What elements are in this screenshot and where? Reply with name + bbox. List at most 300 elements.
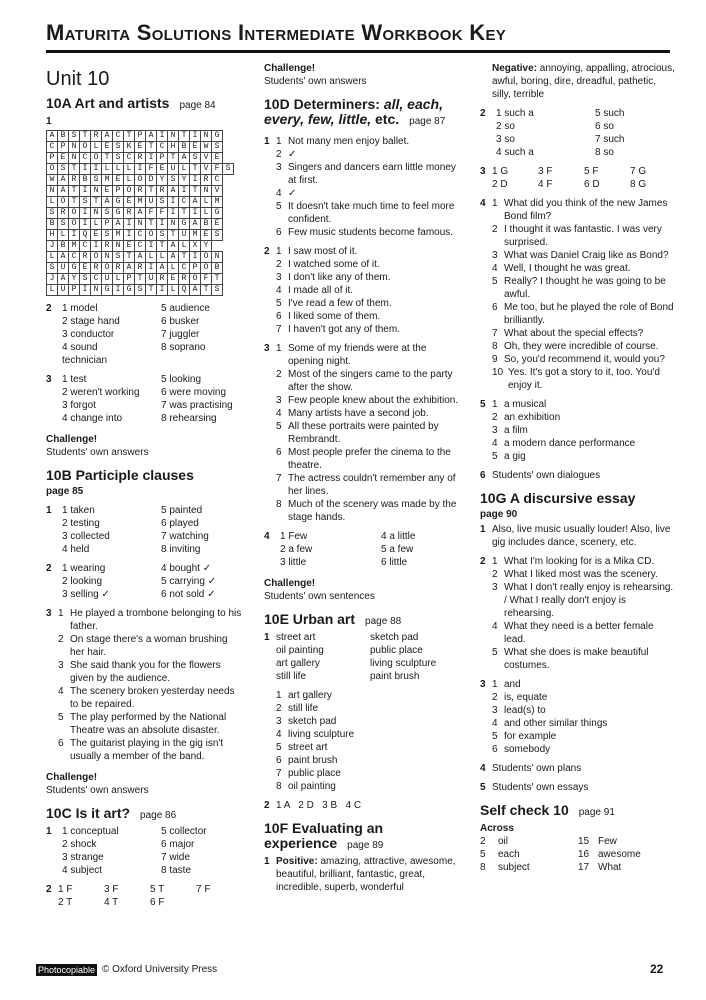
word-search-cell: L — [124, 164, 135, 175]
list-item — [480, 568, 676, 581]
answer-num: 4 — [62, 413, 68, 424]
answer-num: 1 — [496, 108, 502, 119]
exercise-number — [480, 424, 492, 437]
word-search-cell: O — [80, 142, 91, 153]
answer-num: 1 — [62, 303, 68, 314]
answer-value: What they need is a better female lead. — [504, 621, 654, 645]
answer-num: 6 — [492, 302, 498, 313]
s10f-ex1 — [264, 855, 464, 894]
answer-num: 1 — [276, 343, 282, 354]
s10g-ex1 — [480, 523, 676, 549]
answer-value: art gallery — [276, 658, 320, 669]
word-search-cell: R — [157, 186, 168, 197]
answer-num: 5 — [492, 647, 498, 658]
section-10f-heading — [264, 821, 464, 853]
answer-num: 2 — [480, 836, 486, 847]
answer-value: It doesn't take much time to feel more confident. — [288, 201, 455, 225]
answer-value: Well, I thought he was great. — [504, 263, 631, 274]
word-search-cell: C — [157, 142, 168, 153]
word-search-cell: Q — [80, 230, 91, 241]
answer-num: 1 — [492, 679, 498, 690]
word-search-cell: N — [168, 131, 179, 142]
spacer — [145, 530, 159, 543]
answer-num: 9 — [492, 354, 498, 365]
spacer — [145, 825, 159, 838]
word-search-cell: P — [135, 131, 146, 142]
answer-num: 6 — [276, 755, 282, 766]
exercise-number — [264, 556, 278, 569]
answer-text — [62, 302, 143, 315]
word-search-cell: E — [91, 230, 102, 241]
answer-num: 3 — [492, 250, 498, 261]
answer-value: Few music students become famous. — [288, 227, 454, 238]
answer-num: 4 — [58, 686, 64, 697]
word-search-cell: R — [91, 131, 102, 142]
exercise-number: 1 — [264, 856, 270, 867]
answer-num: 7 — [492, 328, 498, 339]
list-item — [480, 620, 676, 646]
word-search-cell: L — [91, 219, 102, 230]
exercise-number — [480, 327, 492, 340]
word-search-cell: N — [102, 252, 113, 263]
word-search-row — [47, 252, 234, 263]
exercise-number — [480, 223, 492, 249]
word-search-cell: A — [135, 252, 146, 263]
word-search-cell: A — [190, 219, 201, 230]
section-title: 10A Art and artists — [46, 95, 170, 111]
answer-value: Oh, they were incredible of course. — [504, 341, 659, 352]
s10d-ex1 — [264, 135, 464, 239]
s10e-ex2 — [264, 799, 464, 812]
exercise-number: 5 — [480, 782, 486, 793]
answer-text — [196, 896, 242, 909]
word-search-cell: C — [179, 263, 190, 274]
answer-value: sound technician — [62, 342, 108, 366]
word-search-cell: R — [135, 263, 146, 274]
s10d-ex3 — [264, 342, 464, 524]
exercise-number — [46, 328, 60, 341]
answer-num: 4 — [161, 563, 167, 574]
exercise-number — [480, 411, 492, 424]
word-search-cell: T — [124, 252, 135, 263]
word-search-cell: L — [47, 252, 58, 263]
exercise-number: 4 — [480, 763, 486, 774]
answer-value: selling ✓ — [70, 589, 110, 600]
answer-text — [595, 107, 676, 120]
exercise-number: 2 — [46, 563, 52, 574]
answer-num: 3 — [62, 852, 68, 863]
list-item — [480, 301, 676, 327]
answer-num: 5 — [161, 826, 167, 837]
answer-value: test — [70, 374, 87, 385]
answer-value: so — [603, 121, 614, 132]
word-search-cell: E — [157, 164, 168, 175]
answer-text — [280, 530, 363, 543]
answer-num: 4 — [492, 438, 498, 449]
answer-num: 2 — [276, 259, 282, 270]
answer-num: 1 — [276, 136, 282, 147]
answer-value: conceptual — [70, 826, 119, 837]
exercise-number — [480, 249, 492, 262]
spacer — [145, 373, 159, 386]
word-search-row — [47, 230, 234, 241]
page-ref: page 85 — [46, 486, 84, 497]
word-search-cell: S — [91, 175, 102, 186]
exercise-number: 1 — [264, 136, 270, 147]
word-search-cell: R — [157, 274, 168, 285]
answer-value: I watched some of it. — [288, 259, 380, 270]
challenge-label: Challenge! — [264, 63, 316, 74]
word-search-cell: U — [58, 285, 69, 296]
answer-num: 5 — [161, 576, 167, 587]
spacer — [145, 504, 159, 517]
answer-num: 2 — [276, 149, 282, 160]
page-ref: page 86 — [140, 810, 177, 821]
answer-value: a little — [389, 531, 416, 542]
answer-value: What she does is make beautiful costumes. — [504, 647, 649, 671]
answer-text — [161, 825, 242, 838]
section-title-end: etc. — [371, 111, 400, 127]
answer-num: 1 — [276, 690, 282, 701]
answer-num: 2 — [492, 692, 498, 703]
list-item — [264, 161, 464, 187]
word-search-cell: L — [113, 274, 124, 285]
word-search-cell: A — [179, 153, 190, 164]
answer-num: 5 — [161, 374, 167, 385]
answer-text — [595, 120, 676, 133]
word-search-cell: B — [80, 175, 91, 186]
s10c-ex1 — [46, 825, 242, 877]
challenge-text: Students' own answers — [46, 785, 149, 796]
answer-text — [161, 328, 242, 341]
s10f-ex6 — [480, 469, 676, 482]
answer-value: a modern dance performance — [504, 438, 636, 449]
answer-text — [161, 864, 242, 877]
word-search-cell: N — [91, 208, 102, 219]
answer-value: Many artists have a second job. — [288, 408, 429, 419]
word-search-cell: G — [212, 131, 223, 142]
page-ref: page 88 — [365, 616, 402, 627]
answer-num: 4 — [496, 147, 502, 158]
answer-num: 1 — [58, 608, 64, 619]
word-search-cell: T — [146, 142, 157, 153]
answer-num: 7 — [276, 768, 282, 779]
answer-value: public place — [370, 645, 423, 656]
word-search-cell: B — [179, 142, 190, 153]
answer-value: I made all of it. — [288, 285, 354, 296]
answer-num: 1 — [62, 563, 68, 574]
word-search-cell: V — [212, 186, 223, 197]
word-search-cell: I — [91, 164, 102, 175]
answer-value: was practising — [169, 400, 233, 411]
exercise-number: 5 — [480, 399, 486, 410]
answer-value: so — [504, 121, 515, 132]
answer-num: 2 — [62, 316, 68, 327]
answer-text — [62, 588, 143, 601]
list-item — [480, 691, 676, 704]
word-search-cell: N — [201, 131, 212, 142]
list-item — [264, 498, 464, 524]
word-search-cell: L — [146, 252, 157, 263]
answer-text — [161, 412, 242, 425]
spacer — [145, 851, 159, 864]
answer-value: Few — [598, 836, 617, 847]
exercise-number — [46, 711, 58, 737]
answer-num: 6 — [492, 744, 498, 755]
spacer — [145, 386, 159, 399]
section-title: 10C Is it art? — [46, 805, 131, 821]
page-ref: page 84 — [179, 100, 216, 111]
word-search-cell: Y — [179, 175, 190, 186]
list-item — [264, 135, 464, 148]
answer-text — [280, 556, 363, 569]
exercise-number — [264, 148, 276, 161]
word-search-cell: I — [113, 285, 124, 296]
list-item — [264, 368, 464, 394]
answer-value: testing — [70, 518, 100, 529]
exercise-number — [46, 588, 60, 601]
answer-text: 5 T — [150, 884, 165, 895]
spacer — [579, 120, 593, 133]
answer-text — [161, 386, 242, 399]
answer-num: 5 — [381, 544, 387, 555]
word-search-cell: I — [190, 175, 201, 186]
word-search-cell: C — [80, 153, 91, 164]
word-search-cell: E — [113, 175, 124, 186]
answer-value: What about the special effects? — [504, 328, 644, 339]
exercise-number — [46, 633, 58, 659]
answer-value: Really? I thought he was going to be awful. — [504, 276, 666, 300]
answer-num: 3 — [276, 162, 282, 173]
word-search-cell: A — [146, 131, 157, 142]
word-search-cell: O — [135, 175, 146, 186]
answer-num: 3 — [492, 582, 498, 593]
answer-value: carrying ✓ — [169, 576, 217, 587]
answer-value: an exhibition — [504, 412, 561, 423]
exercise-number: 3 — [46, 608, 52, 619]
word-search-cell: L — [179, 241, 190, 252]
answer-text — [161, 543, 242, 556]
answer-value: Some of my friends were at the opening night. — [288, 343, 427, 367]
word-search-row — [47, 274, 234, 285]
exercise-number — [46, 412, 60, 425]
answer-value: The actress couldn't remember any of her lines. — [288, 473, 456, 497]
word-search-cell: T — [157, 241, 168, 252]
word-search-cell: T — [190, 164, 201, 175]
page-title: Maturita Solutions Intermediate Workbook Key — [46, 20, 507, 45]
word-search-cell: U — [58, 263, 69, 274]
answer-value: still life — [288, 703, 319, 714]
page-ref: page 89 — [347, 840, 384, 851]
spacer — [365, 543, 379, 556]
answer-value: Most people prefer the cinema to the theatre. — [288, 447, 451, 471]
answer-value: paint brush — [288, 755, 338, 766]
answer-num: 5 — [276, 742, 282, 753]
self-check-heading — [480, 803, 676, 820]
exercise-number — [264, 657, 276, 670]
answer-num: 6 — [161, 316, 167, 327]
word-search-cell: I — [190, 208, 201, 219]
answer-value: a gig — [504, 451, 526, 462]
word-search-cell: Y — [69, 274, 80, 285]
word-search-cell: I — [190, 252, 201, 263]
answer-num: 8 — [492, 341, 498, 352]
word-search-cell: O — [124, 186, 135, 197]
section-10c-heading — [46, 806, 242, 823]
word-search-cell: S — [113, 153, 124, 164]
list-item — [480, 197, 676, 223]
word-search-cell: C — [47, 142, 58, 153]
answer-value: weren't working — [70, 387, 140, 398]
answer-value: oil painting — [276, 645, 324, 656]
spacer — [145, 588, 159, 601]
word-search-cell: T — [135, 274, 146, 285]
answer-num: 8 — [480, 862, 486, 873]
answer-value: So, you'd recommend it, would you? — [504, 354, 665, 365]
word-search-cell: C — [135, 230, 146, 241]
list-item — [264, 310, 464, 323]
word-search-cell: T — [102, 153, 113, 164]
answer-value: is, equate — [504, 692, 548, 703]
challenge-text: Students' own sentences — [264, 591, 375, 602]
answer-value: awesome — [598, 849, 641, 860]
answer-value: I've read a few of them. — [288, 298, 392, 309]
exercise-number — [480, 146, 494, 159]
list-item — [264, 394, 464, 407]
word-search-cell: V — [201, 153, 212, 164]
answer-num: 5 — [492, 731, 498, 742]
answer-num: 3 — [276, 272, 282, 283]
word-search-cell: I — [190, 131, 201, 142]
answer-num: 2 — [492, 224, 498, 235]
s10e-ex1-list — [264, 689, 464, 793]
exercise-number — [46, 737, 58, 763]
answer-num: 5 — [595, 108, 601, 119]
list-item — [264, 284, 464, 297]
word-search-cell: H — [168, 142, 179, 153]
answer-num: 7 — [161, 329, 167, 340]
word-search-cell: G — [102, 285, 113, 296]
exercise-number — [264, 472, 276, 498]
answer-value: sketch pad — [288, 716, 337, 727]
answer-value: looking — [169, 374, 202, 385]
s10e-ex1 — [264, 631, 464, 683]
answer-value: conductor — [70, 329, 115, 340]
answer-value: wide — [169, 852, 190, 863]
answer-text — [62, 399, 143, 412]
word-search-cell: O — [91, 252, 102, 263]
s10b-ex3 — [46, 607, 242, 763]
exercise-number — [480, 691, 492, 704]
word-search-cell: P — [113, 186, 124, 197]
word-search-cell: I — [157, 285, 168, 296]
answer-num: 8 — [161, 865, 167, 876]
word-search-cell: M — [190, 230, 201, 241]
answer-value: ✓ — [288, 188, 297, 199]
list-item — [480, 450, 676, 463]
answer-num: 8 — [595, 147, 601, 158]
exercise-number: 2 — [46, 303, 52, 314]
answer-value: sketch pad — [370, 632, 419, 643]
exercise-number: 1 — [264, 632, 270, 643]
list-item — [480, 223, 676, 249]
list-item — [276, 728, 464, 741]
answer-num: 1 — [492, 556, 498, 567]
word-search-cell: F — [146, 164, 157, 175]
word-search-cell: T — [190, 186, 201, 197]
word-search-cell: H — [47, 230, 58, 241]
answer-value: each — [498, 849, 520, 860]
list-item — [480, 730, 676, 743]
exercise-number: 1 — [46, 826, 52, 837]
answer-text — [62, 373, 143, 386]
word-search-cell: N — [212, 252, 223, 263]
word-search-cell: E — [135, 142, 146, 153]
answer-value: so — [504, 134, 515, 145]
spacer — [145, 302, 159, 315]
answer-value: not sold ✓ — [169, 589, 216, 600]
s10g-ex2 — [480, 555, 676, 672]
word-search-cell: S — [157, 230, 168, 241]
exercise-number: 1 — [480, 524, 486, 535]
word-search-cell: T — [80, 131, 91, 142]
answer-text — [62, 517, 143, 530]
answer-value: collector — [169, 826, 207, 837]
answer-value: What did you think of the new James Bond film? — [504, 198, 668, 222]
word-search-row — [47, 263, 234, 274]
answer-num: 4 — [62, 342, 68, 353]
answer-num: 2 — [58, 634, 64, 645]
answer-num: 6 — [58, 738, 64, 749]
word-search-cell: A — [47, 131, 58, 142]
positive-text: amazing, attractive, awesome, beautiful, brilliant, fantastic, great, incredible, superb, wonderful — [276, 856, 456, 893]
word-search-cell: O — [201, 252, 212, 263]
word-search-cell: S — [58, 164, 69, 175]
word-search-cell: L — [124, 175, 135, 186]
word-search-cell: L — [113, 164, 124, 175]
answer-value: a few — [389, 544, 414, 555]
word-search-cell: C — [124, 153, 135, 164]
word-search-cell: A — [58, 252, 69, 263]
answer-num: 6 — [276, 447, 282, 458]
answer-text: 4 T — [104, 897, 119, 908]
exercise-number: 1 — [46, 116, 52, 127]
word-search-cell: L — [168, 263, 179, 274]
word-search-cell: S — [80, 197, 91, 208]
answer-value: were moving — [169, 387, 227, 398]
word-search-cell: L — [58, 230, 69, 241]
word-search-cell: U — [146, 274, 157, 285]
answer-text — [381, 530, 464, 543]
exercise-number — [480, 366, 492, 392]
answer-value: On stage there's a woman brushing her hair. — [70, 634, 228, 658]
s10b-ex1 — [46, 504, 242, 556]
exercise-number — [264, 420, 276, 446]
list-item — [264, 148, 464, 161]
answer-value: taken — [70, 505, 95, 516]
s10f-ex3 — [480, 165, 676, 191]
exercise-number — [264, 187, 276, 200]
answer-text — [62, 341, 143, 367]
s10d-ex2 — [264, 245, 464, 336]
answer-text: 8 G — [630, 179, 647, 190]
list-item — [480, 327, 676, 340]
word-search-row — [47, 241, 234, 252]
answer-num: 7 — [161, 852, 167, 863]
exercise-number — [480, 262, 492, 275]
word-search-cell: I — [124, 219, 135, 230]
answer-num: 7 — [161, 400, 167, 411]
